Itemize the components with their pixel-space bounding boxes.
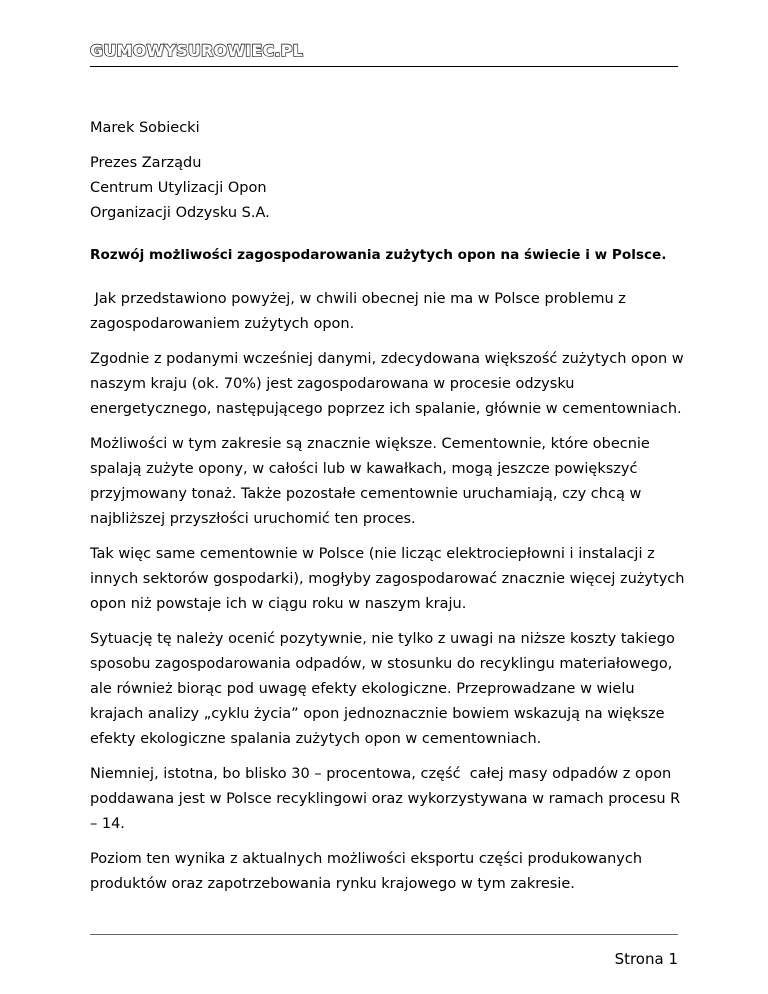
author-org-line-1: Centrum Utylizacji Opon [90,180,267,196]
page-number: Strona 1 [614,950,678,968]
paragraph-line: krajach analizy „cyklu życia” opon jednoznacznie bowiem wskazują na większe [90,706,665,722]
article-paragraphs [90,287,685,897]
paragraph-line: naszym kraju (ok. 70%) jest zagospodarowana w procesie odzysku [90,376,575,392]
document-body [90,116,685,897]
paragraph-line: poddawana jest w Polsce recyklingowi oraz wykorzystywana w ramach procesu R [90,791,681,807]
header-divider [90,66,678,67]
paragraph-line: sposobu zagospodarowania odpadów, w stosunku do recyklingu materiałowego, [90,656,673,672]
paragraph-line: zagospodarowaniem zużytych opon. [90,316,355,332]
paragraph-line: Możliwości w tym zakresie są znacznie większe. Cementownie, które obecnie [90,436,650,452]
author-org-line-2: Organizacji Odzysku S.A. [90,205,270,221]
article-paragraph [90,627,682,752]
article-paragraph [90,432,682,532]
paragraph-line: przyjmowany tonaż. Także pozostałe cementownie uruchamiają, czy chcą w [90,486,642,502]
author-name: Marek Sobiecki [90,120,200,136]
paragraph-line: Tak więc same cementownie w Polsce (nie licząc elektrociepłowni i instalacji z [90,546,655,562]
paragraph-line: Poziom ten wynika z aktualnych możliwości eksportu części produkowanych [90,851,643,867]
paragraph-line: efekty ekologiczne spalania zużytych opon w cementowniach. [90,731,542,747]
paragraph-line: innych sektorów gospodarki), mogłyby zagospodarować znacznie więcej zużytych [90,571,685,587]
paragraph-line: Jak przedstawiono powyżej, w chwili obecnej nie ma w Polsce problemu z [90,291,626,307]
paragraph-line: energetycznego, następującego poprzez ich spalanie, głównie w cementowniach. [90,401,682,417]
article-paragraph [90,287,682,337]
article-paragraph [90,847,682,897]
paragraph-line: Niemniej, istotna, bo blisko 30 – procentowa, część całej masy odpadów z opon [90,766,672,782]
paragraph-line: ale również biorąc pod uwagę efekty ekologiczne. Przeprowadzane w wielu [90,681,635,697]
author-role: Prezes Zarządu [90,155,202,171]
paragraph-line: produktów oraz zapotrzebowania rynku krajowego w tym zakresie. [90,876,575,892]
article-paragraph [90,762,682,837]
site-logo: GUMOWYSUROWIEC.PL [90,41,303,60]
footer-divider [90,934,678,935]
paragraph-line: Zgodnie z podanymi wcześniej danymi, zdecydowana większość zużytych opon w [90,351,684,367]
paragraph-line: Sytuację tę należy ocenić pozytywnie, nie tylko z uwagi na niższe koszty takiego [90,631,675,647]
paragraph-line: opon niż powstaje ich w ciągu roku w naszym kraju. [90,596,467,612]
paragraph-line: najbliższej przyszłości uruchomić ten proces. [90,511,416,527]
paragraph-line: – 14. [90,816,125,832]
article-paragraph [90,347,682,422]
paragraph-line: spalają zużyte opony, w całości lub w kawałkach, mogą jeszcze powiększyć [90,461,638,477]
article-paragraph [90,542,685,617]
article-title: Rozwój możliwości zagospodarowania zużytych opon na świecie i w Polsce. [90,247,667,263]
